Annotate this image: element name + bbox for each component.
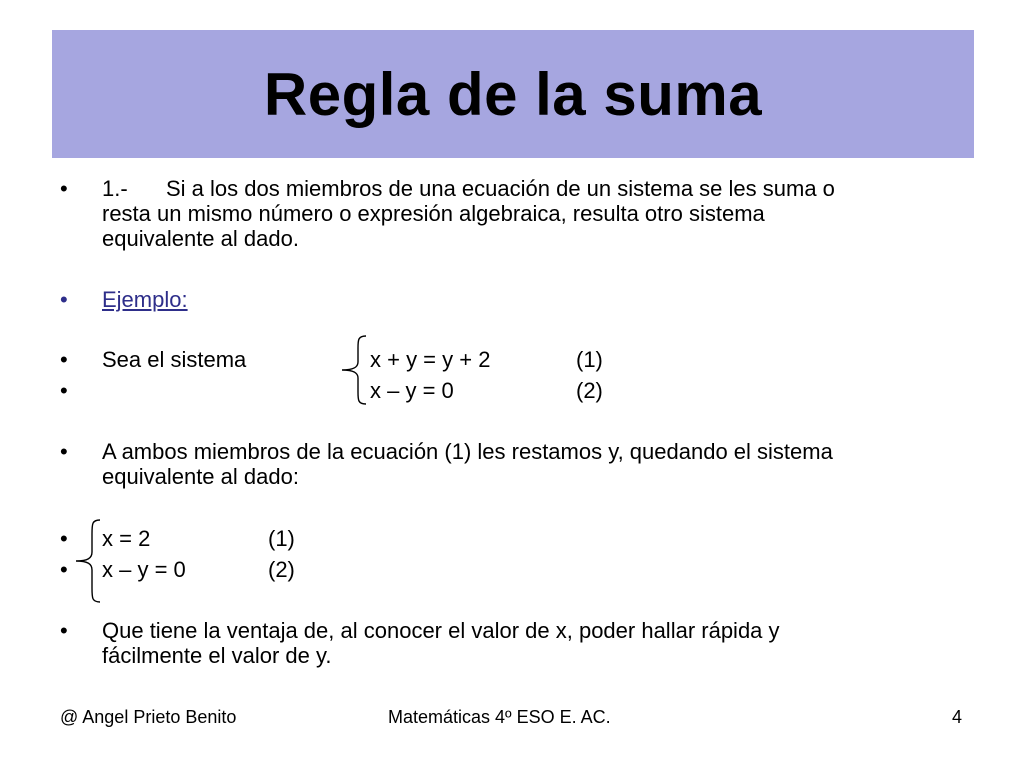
system1-tag1: (1) [576, 347, 603, 372]
system2-eq1: x = 2 [102, 526, 151, 551]
p2-line2: equivalente al dado: [102, 464, 299, 489]
p1-number: 1.- [102, 176, 128, 201]
bullet: • [60, 557, 68, 582]
p1-line1: Si a los dos miembros de una ecuación de un sistema se les suma o [166, 176, 835, 201]
p1-line2: resta un mismo número o expresión algebraica, resulta otro sistema [102, 201, 765, 226]
system1-label: Sea el sistema [102, 347, 247, 372]
system1-eq1: x + y = y + 2 [370, 347, 491, 372]
bullet: • [60, 287, 68, 312]
footer-course: Matemáticas 4º ESO E. AC. [388, 707, 611, 727]
title-bar [52, 30, 974, 158]
p1-line3: equivalente al dado. [102, 226, 299, 251]
bullet: • [60, 526, 68, 551]
page-number: 4 [952, 707, 963, 727]
system2-tag2: (2) [268, 557, 295, 582]
left-brace-icon [72, 518, 104, 604]
system2-tag1: (1) [268, 526, 295, 551]
slide-title: Regla de la suma [263, 60, 763, 128]
ejemplo-link[interactable]: Ejemplo: [102, 287, 188, 312]
bullet: • [60, 439, 68, 464]
bullet: • [60, 347, 68, 372]
p2-line1: A ambos miembros de la ecuación (1) les restamos y, quedando el sistema [102, 439, 833, 464]
bullet: • [60, 176, 68, 201]
left-brace-icon [338, 334, 370, 406]
system2-eq2: x – y = 0 [102, 557, 186, 582]
p3-line1: Que tiene la ventaja de, al conocer el valor de x, poder hallar rápida y [102, 618, 780, 643]
system1-tag2: (2) [576, 378, 603, 403]
p3-line2: fácilmente el valor de y. [102, 643, 332, 668]
bullet: • [60, 378, 68, 403]
system1-eq2: x – y = 0 [370, 378, 454, 403]
footer-author: @ Angel Prieto Benito [60, 707, 237, 727]
bullet: • [60, 618, 68, 643]
